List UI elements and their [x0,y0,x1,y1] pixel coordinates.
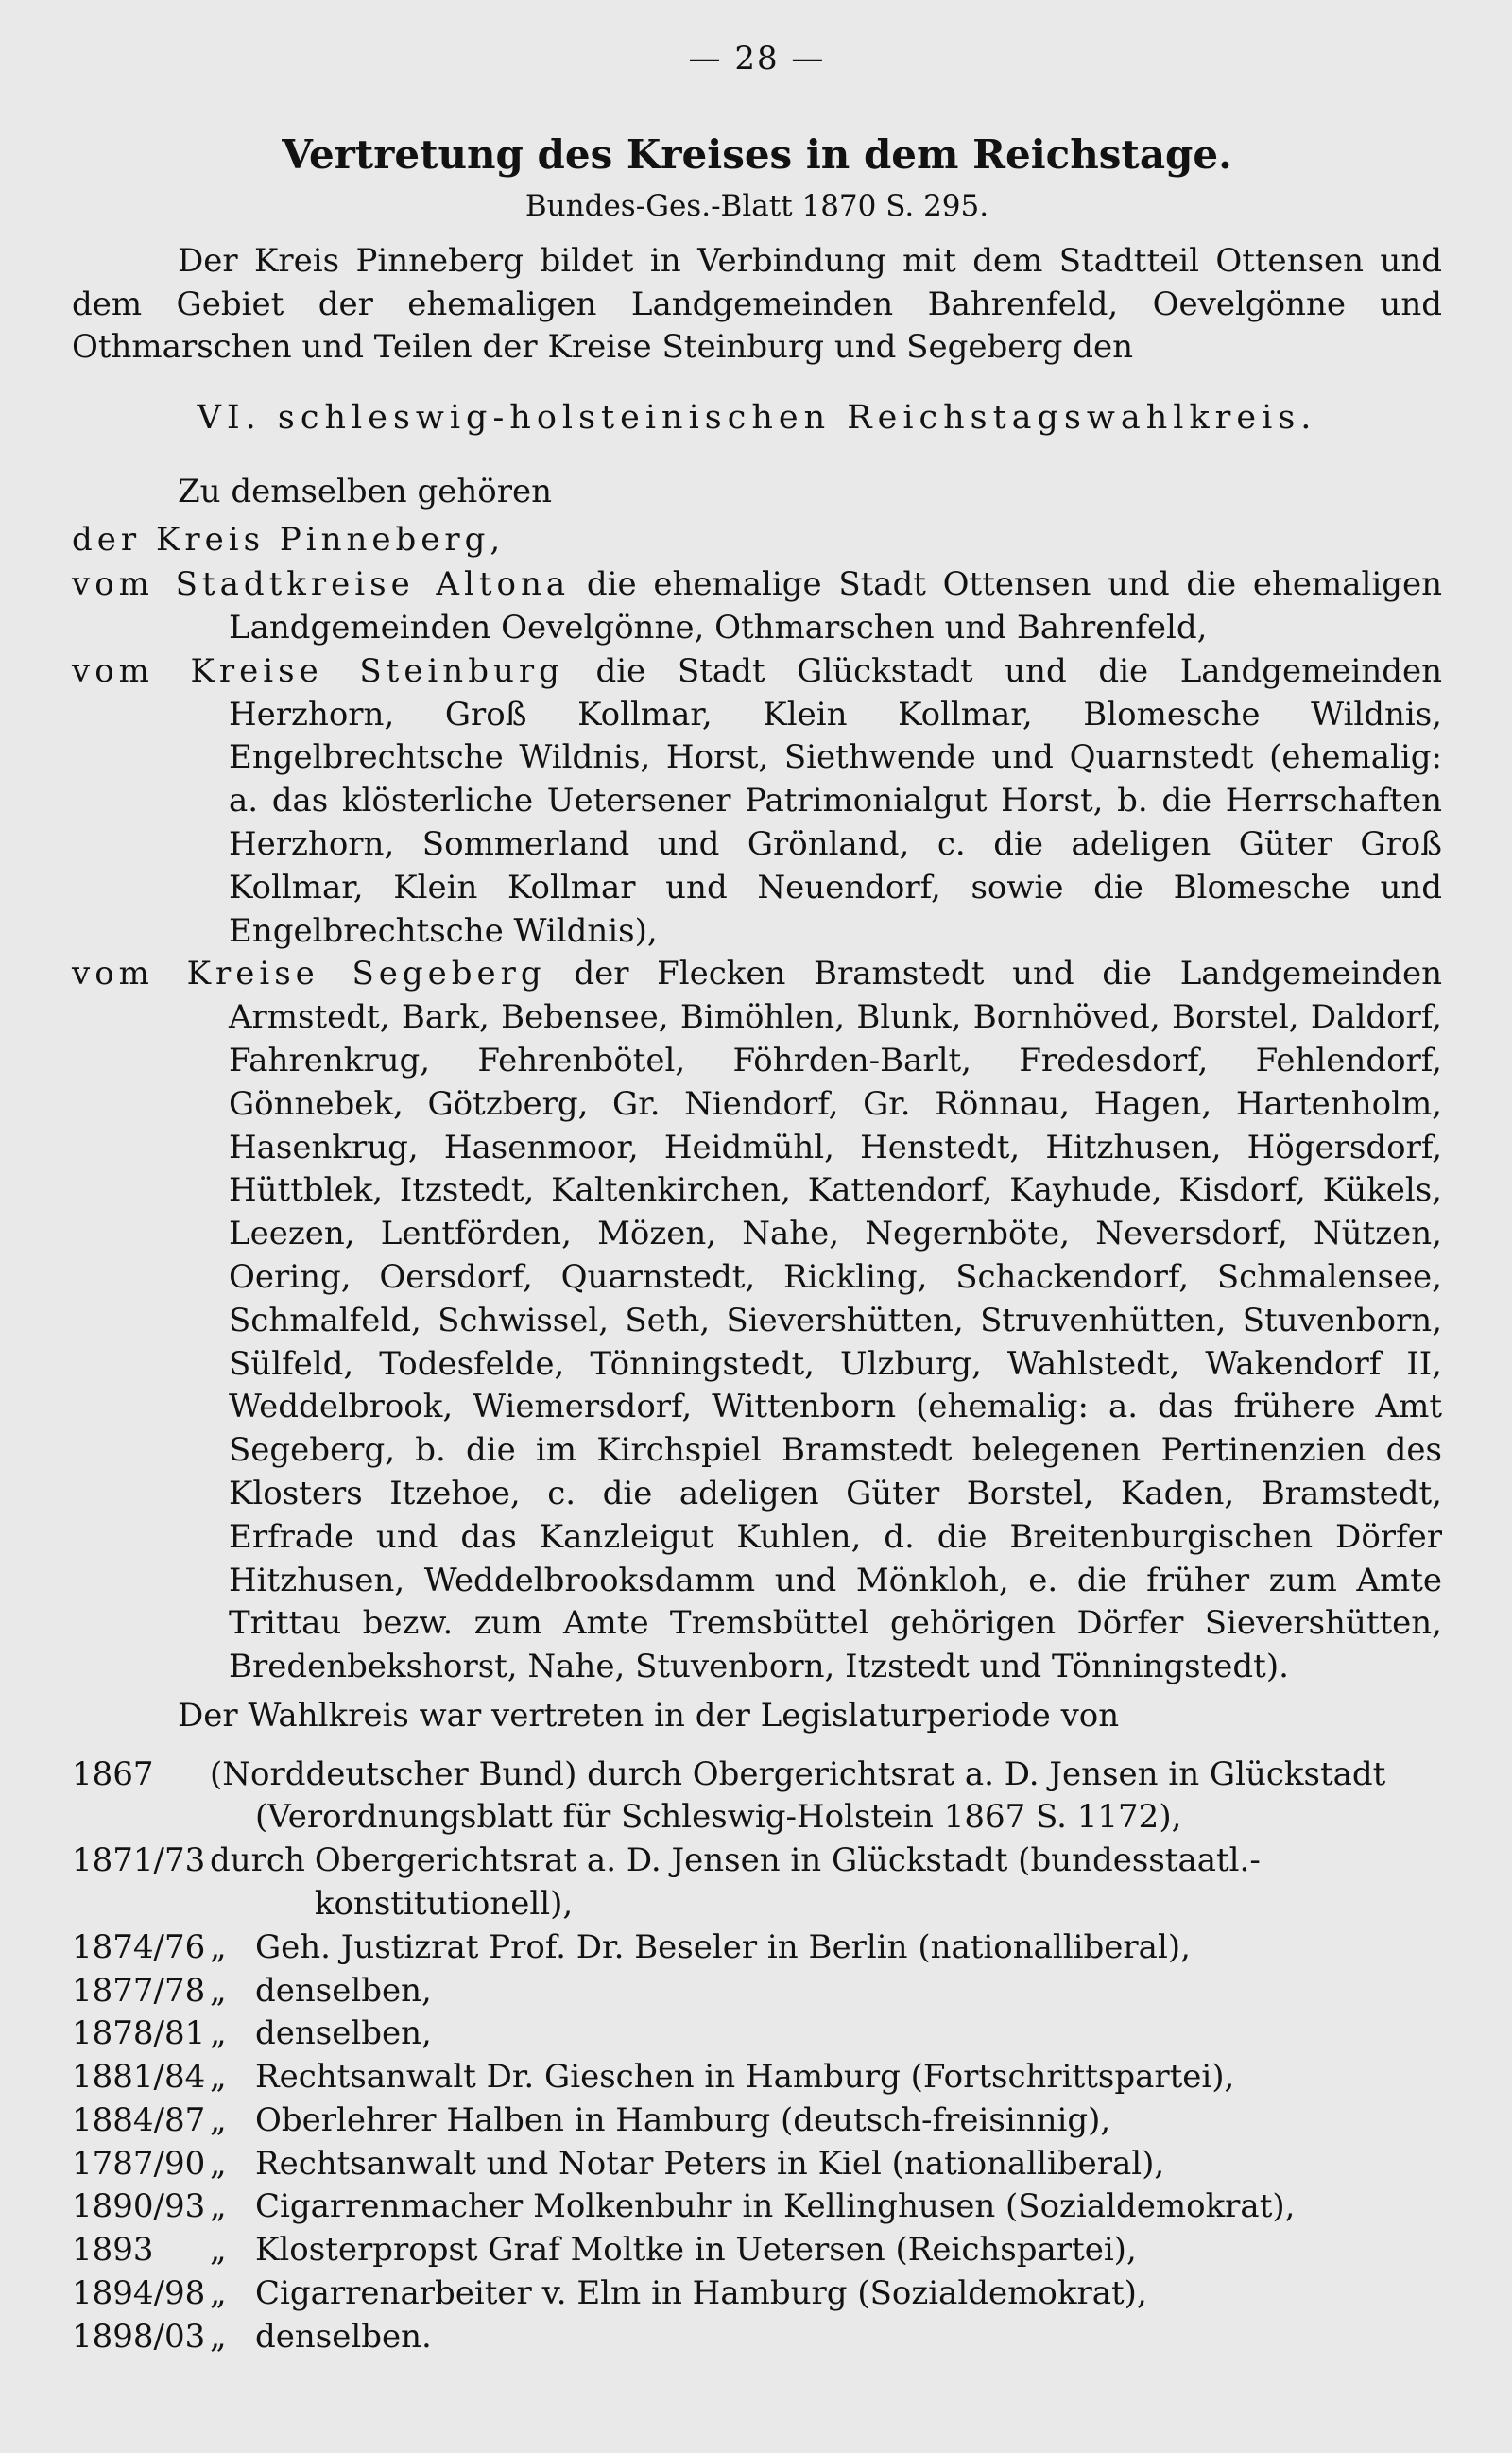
representative-text: Rechtsanwalt und Notar Peters in Kiel (nationalliberal), [255,2144,1165,2183]
years: 1898/03 [72,2317,206,2356]
intro-paragraph: Der Kreis Pinneberg bildet in Verbindung mit dem Stadtteil Ottensen und dem Gebiet der ehemaligen Landgemeinden Bahrenfeld, Oevelgönne und Othmarschen und Teilen der Kreise Steinburg und Segeberg den [72,242,1442,366]
years: 1874/76 [72,1927,206,1966]
list-item [72,2272,1442,2316]
list-item [72,2099,1442,2143]
entry-kreis-pinneberg [72,519,1442,562]
entry-text: die Stadt Glückstadt und die Landgemeinden Herzhorn, Groß Kollmar, Klein Kollmar, Blomesche Wildnis, Engelbrechtsche Wildnis, Horst, Siethwende und Quarnstedt (ehemalig: a. das klösterliche Uetersener Patrimonialgut Horst, b. die Herrschaften Herzhorn, Sommerland und Grönland, c. die adeligen Güter Groß Kollmar, Klein Kollmar und Neuendorf, sowie die Blomesche und Engelbrechtsche Wildnis), [229,651,1443,950]
years: 1878/81 [72,2014,206,2053]
list-item-continuation: (Verordnungsblatt für Schleswig-Holstein 1867 S. 1172), [255,1798,1182,1837]
representative-text: (Norddeutscher Bund) durch Obergerichtsrat a. D. Jensen in Glückstadt [210,1754,1386,1793]
years: 1871/73 [72,1841,206,1880]
representative-text: Cigarrenarbeiter v. Elm in Hamburg (Sozialdemokrat), [255,2274,1147,2313]
representative-text: Rechtsanwalt Dr. Gieschen in Hamburg (Fortschrittspartei), [255,2058,1235,2097]
representative-text: denselben, [255,1971,432,2010]
ditto-mark: „ [210,2058,227,2097]
representative-text: denselben, [255,2014,432,2053]
representative-text: denselben. [255,2317,432,2356]
list-item [72,1926,1442,1970]
representative-text: Oberlehrer Halben in Hamburg (deutsch-freisinnig), [255,2100,1111,2139]
entry-kreis-segeberg [72,953,1442,1689]
years: 1890/93 [72,2187,206,2226]
representative-text: Klosterpropst Graf Moltke in Uetersen (Reichspartei), [255,2231,1137,2270]
representatives-list [72,1753,1442,2359]
list-item [72,2012,1442,2056]
years: 1877/78 [72,1971,206,2010]
list-item [72,2316,1442,2359]
entry-label: der Kreis Pinneberg, [72,520,506,559]
years: 1867 [72,1754,154,1793]
years: 1881/84 [72,2058,206,2097]
ditto-mark: „ [210,2231,227,2270]
page-number: — 28 — [688,40,826,78]
entry-kreis-steinburg [72,650,1442,954]
belongs-intro: Zu demselben gehören [178,472,553,510]
ditto-mark: „ [210,2014,227,2053]
years: 1787/90 [72,2144,206,2183]
ditto-mark: „ [210,1927,227,1966]
ditto-mark: „ [210,2100,227,2139]
district-entries [72,519,1442,1690]
entry-label: vom Kreise Segeberg [72,955,546,993]
representative-text: Geh. Justizrat Prof. Dr. Beseler in Berlin (nationalliberal), [255,1927,1191,1966]
list-item [72,2185,1442,2229]
ditto-mark: „ [210,1971,227,2010]
list-item [72,2143,1442,2186]
list-item [72,2229,1442,2272]
list-item [72,1970,1442,2013]
entry-label: vom Kreise Steinburg [72,651,564,690]
list-item [72,1753,1442,1797]
list-item [72,1840,1442,1926]
source-citation: Bundes-Ges.-Blatt 1870 S. 295. [524,189,989,223]
district-heading: VI. schleswig-holsteinischen Reichstagswahlkreis. [197,398,1317,437]
section-title: Vertretung des Kreises in dem Reichstage. [282,131,1232,178]
list-item [72,2056,1442,2099]
ditto-mark: „ [210,2187,227,2226]
ditto-mark: „ [210,2317,227,2356]
entry-stadtkreis-altona [72,563,1442,650]
entry-label: vom Stadtkreise Altona [72,565,571,604]
entry-text: die ehemalige Stadt Ottensen und die ehemaligen Landgemeinden Oevelgönne, Othmarschen und Bahrenfeld, [229,565,1442,648]
entry-text: der Flecken Bramstedt und die Landgemeinden Armstedt, Bark, Bebensee, Bimöhlen, Blunk, Bornhöved, Borstel, Daldorf, Fahrenkrug, Fehrenbötel, Föhrden-Barlt, Fredesdorf, Fehlendorf, Gönnebek, Götzberg, Gr. Niendorf, Gr. Rönnau, Hagen, Hartenholm, Hasenkrug, Hasenmoor, Heidmühl, Henstedt, Hitzhusen, Högersdorf, Hüttblek, Itzstedt, Kaltenkirchen, Kattendorf, Kayhude, Kisdorf, Kükels, Leezen, Lentförden, Mözen, Nahe, Negernböte, Neversdorf, Nützen, Oering, Oersdorf, Quarnstedt, Rickling, Schackendorf, Schmalensee, Schmalfeld, Schwissel, Seth, Sievershütten, Struvenhütten, Stuvenborn, Sülfeld, Todesfelde, Tönningstedt, Ulzburg, Wahlstedt, Wakendorf II, Weddelbrook, Wiemersdorf, Wittenborn (ehemalig: a. das frühere Amt Segeberg, b. die im Kirchspiel Bramstedt belegenen Pertinenzien des Klosters Itzehoe, c. die adeligen Güter Borstel, Kaden, Bramstedt, Erfrade und das Kanzleigut Kuhlen, d. die Breitenburgischen Dörfer Hitzhusen, Weddelbrooksdamm und Mönkloh, e. die früher zum Amte Trittau bezw. zum Amte Tremsbüttel gehörigen Dörfer Sievershütten, Bredenbekshorst, Nahe, Stuvenborn, Itzstedt und Tönningstedt). [229,955,1443,1686]
representative-text: Cigarrenmacher Molkenbuhr in Kellinghusen (Sozialdemokrat), [255,2187,1296,2226]
ditto-mark: „ [210,2274,227,2313]
years: 1884/87 [72,2100,206,2139]
years: 1894/98 [72,2274,206,2313]
prefix: durch [210,1841,305,1880]
years: 1893 [72,2231,154,2270]
representative-text: Obergerichtsrat a. D. Jensen in Glückstadt (bundesstaatl.-konstitutionell), [314,1841,1261,1923]
representation-intro: Der Wahlkreis war vertreten in der Legislaturperiode von [178,1697,1120,1736]
ditto-mark: „ [210,2144,227,2183]
